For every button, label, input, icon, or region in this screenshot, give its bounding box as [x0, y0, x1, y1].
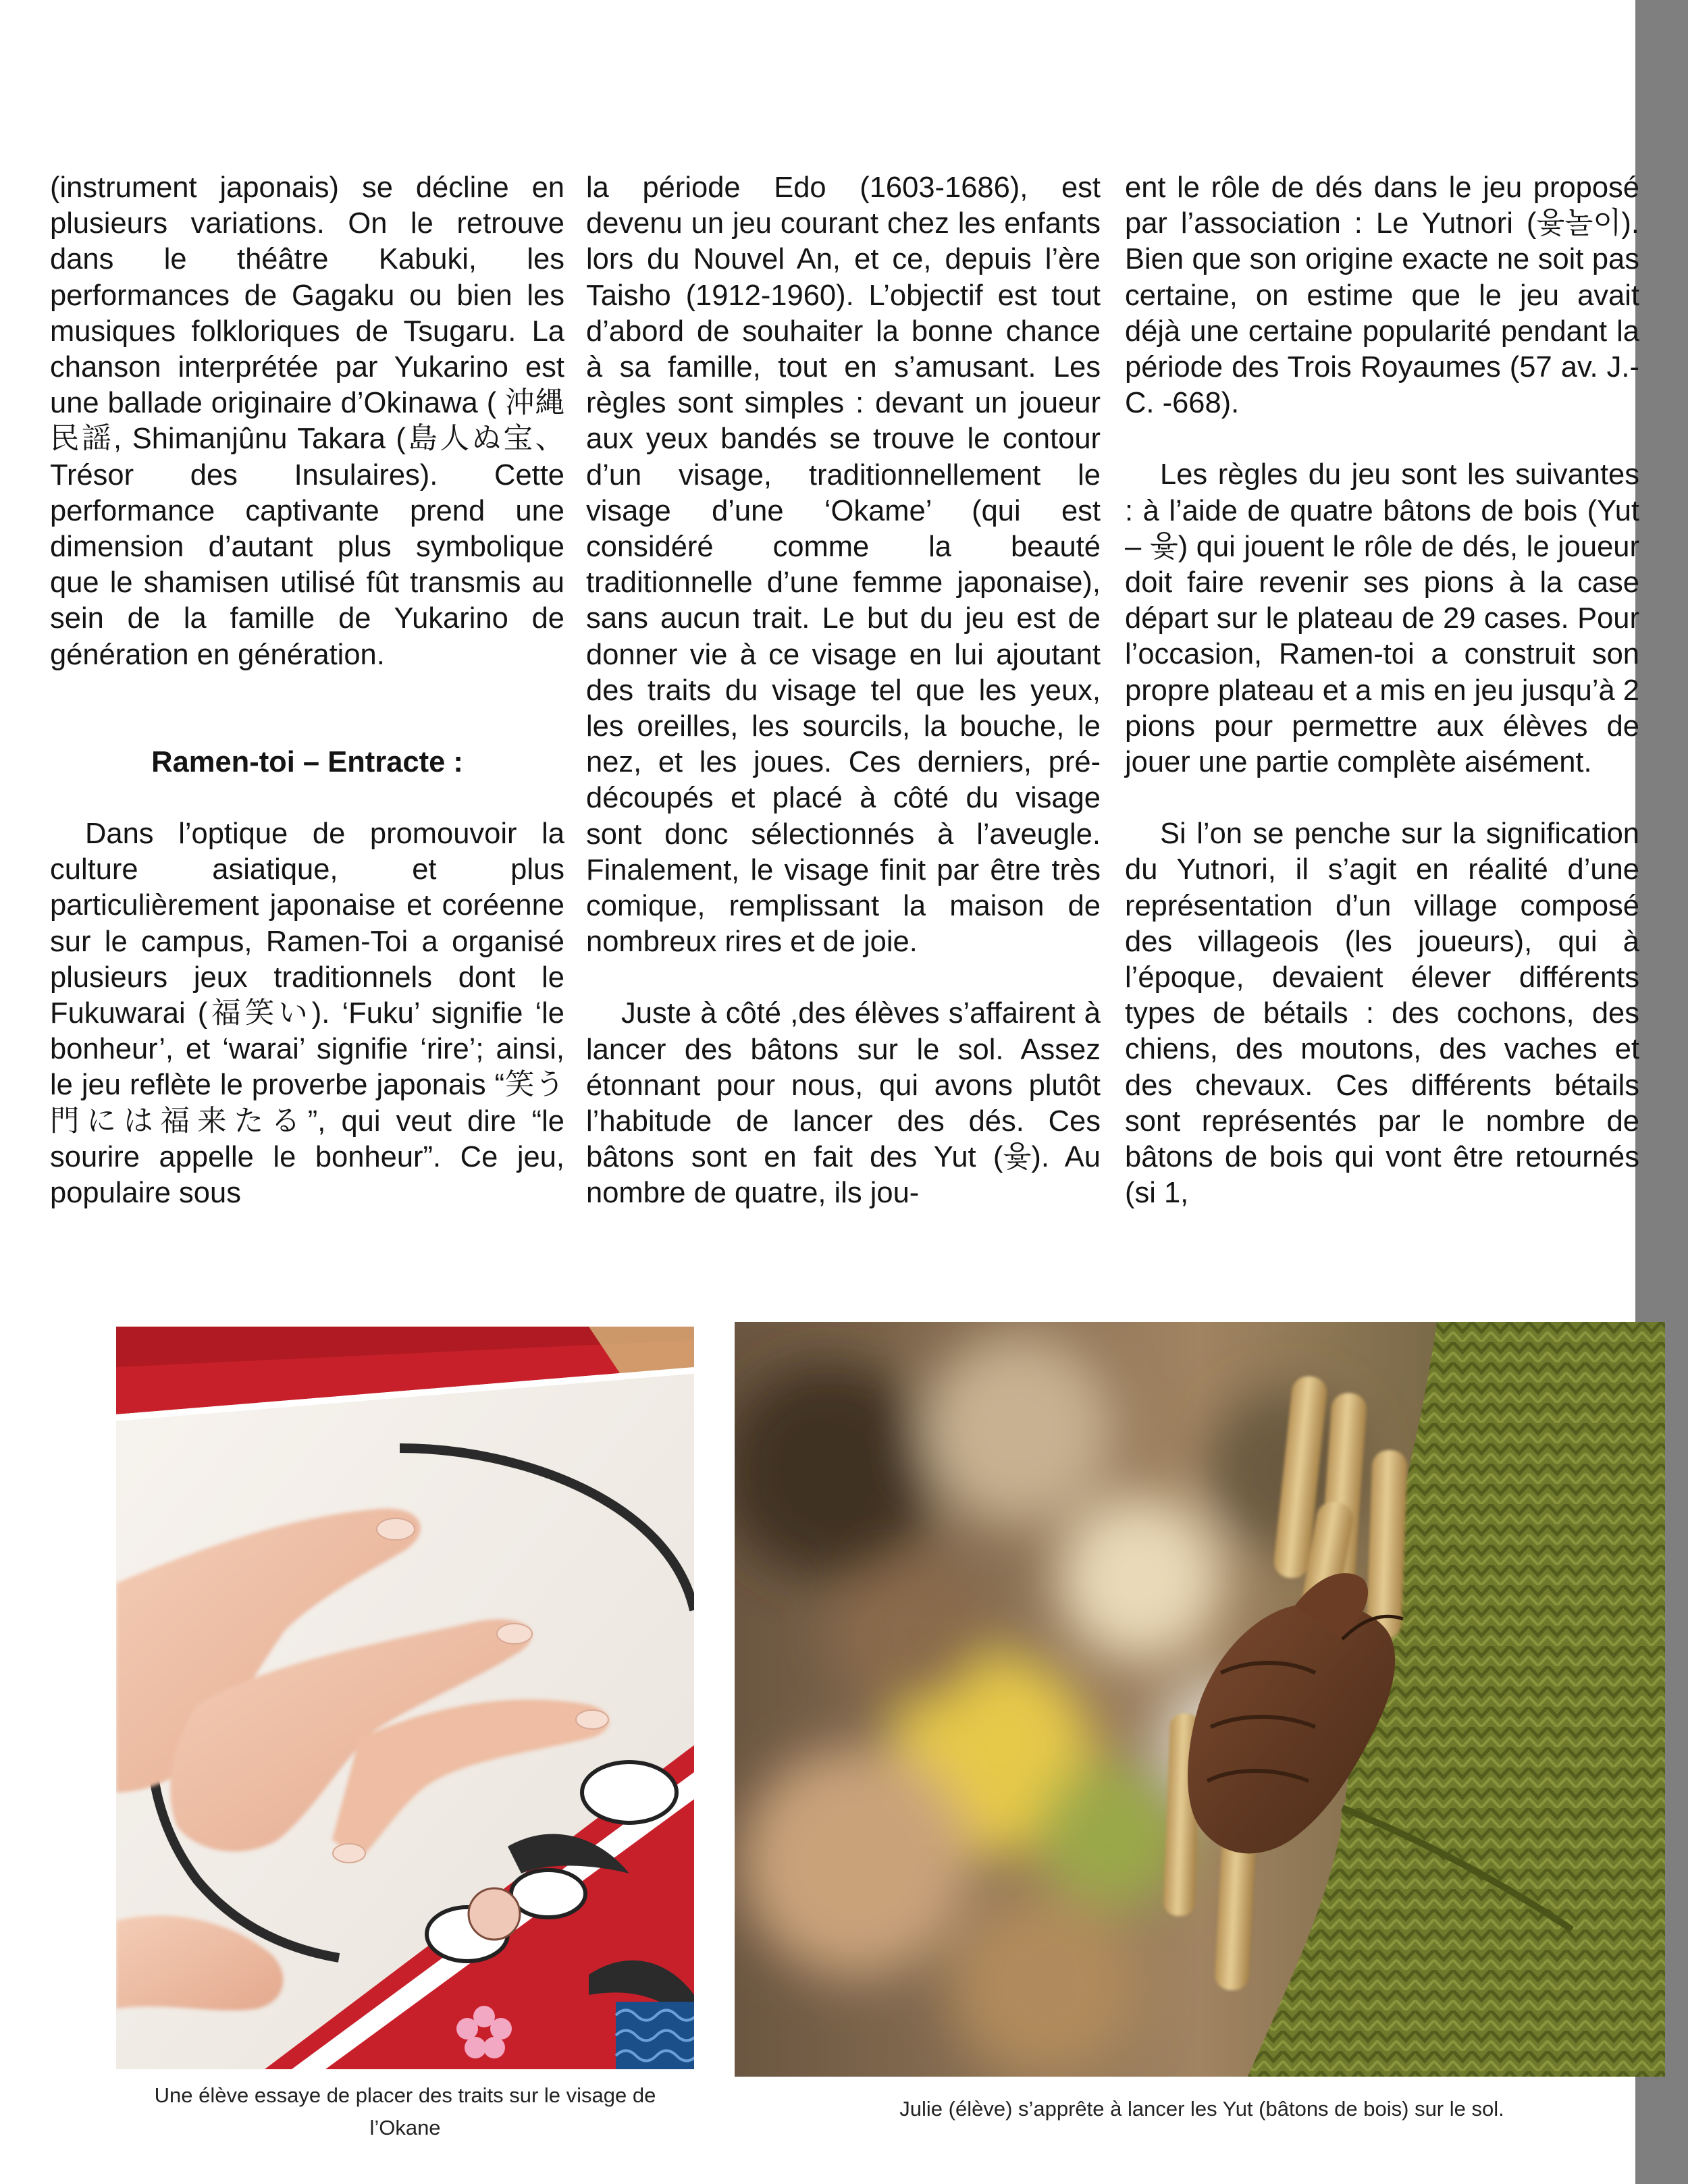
col2-paragraph-1: la période Edo (1603-1686), est devenu un jeu courant chez les enfants lors du Nouvel An, et ce, depuis l’ère Taisho (1912-1960). L’objectif est tout d’abord de souhaiter la bonne chance à sa famille, tout en s’amusant. Les règles sont simples : devant un joueur aux yeux bandés se trouve le contour d’un visage, traditionnellement le visage d’une ‘Okame’ (qui est considéré comme la beauté traditionnelle d’une femme japonaise), sans aucun trait. Le but du jeu est de donner vie à ce visage en lui ajoutant des traits du visage tel que les yeux, les oreilles, les sourcils, la bouche, le nez, et les joues. Ces derniers, pré-découpés et placé à côté du visage sont donc sélectionnés à l’aveugle. Finalement, le visage finit par être très comique, remplissant la maison de nombreux rires et de joie.: [586, 171, 1101, 959]
col3-paragraph-2: Les règles du jeu sont les suivantes : à l’aide de quatre bâtons de bois (Yut – 윷) qui jouent le rôle de dés, le joueur doit faire revenir ses pions à la case départ sur le plateau de 29 cases. Pour l’occasion, Ramen-toi a construit son propre plateau et a mis en jeu jusqu’à 2 pions pour permettre aux élèves de jouer une partie complète aisément.: [1125, 458, 1639, 779]
col3-paragraph-3: Si l’on se penche sur la signification du Yutnori, il s’agit en réalité d’une représentation d’un village composé des villageois (les joueurs), qui à l’époque, devaient élever différents types de bétails : des cochons, des chiens, des moutons, des vaches et des chevaux. Ces différents bétails sont représentés par le nombre de bâtons de bois qui vont être retournés (si 1,: [1125, 818, 1639, 1210]
yut-sticks-photo: [735, 1322, 1665, 2077]
article-column-3: [1125, 170, 1639, 1211]
article-column-1: [50, 170, 564, 1211]
photo-caption-1: Une élève essaye de placer des traits sur le visage de l’Okane: [154, 2083, 656, 2139]
section-heading: Ramen-toi – Entracte :: [151, 745, 463, 778]
col1-paragraph-1: (instrument japonais) se décline en plusieurs variations. On le retrouve dans le théâtre Kabuki, les performances de Gagaku ou bien les musiques folkloriques de Tsugaru. La chanson interprétée par Yukarino est une ballade originaire d’Okinawa ( 沖縄民謡, Shimanjûnu Takara (島人ぬ宝、Trésor des Insulaires). Cette performance captivante prend une dimension d’autant plus symbolique que le shamisen utilisé fût transmis au sein de la famille de Yukarino de génération en génération.: [50, 171, 564, 671]
article-column-2: [586, 170, 1101, 1212]
col1-paragraph-2: Dans l’optique de promouvoir la culture asiatique, et plus particulièrement japonaise et coréenne sur le campus, Ramen-Toi a organisé plusieurs jeux traditionnels dont le Fukuwarai (福笑い). ‘Fuku’ signifie ‘le bonheur’, et ‘warai’ signifie ‘rire’; ainsi, le jeu reflète le proverbe japonais “笑う門には福来たる”, qui veut dire “le sourire appelle le bonheur”. Ce jeu, populaire sous: [50, 818, 564, 1210]
fukuwarai-photo: [116, 1327, 694, 2069]
photo-caption-2: Julie (élève) s’apprête à lancer les Yut (bâtons de bois) sur le sol.: [899, 2097, 1504, 2121]
col3-paragraph-1: ent le rôle de dés dans le jeu proposé par l’association : Le Yutnori (윷놀이). Bien que son origine exacte ne soit pas certaine, on estime que le jeu avait déjà une certaine popularité pendant la période des Trois Royaumes (57 av. J.-C. -668).: [1125, 171, 1639, 420]
col2-paragraph-2: Juste à côté ,des élèves s’affairent à lancer des bâtons sur le sol. Assez étonnant pour nous, qui avons plutôt l’habitude de lancer des dés. Ces bâtons sont en fait des Yut (윷). Au nombre de quatre, ils jou-: [586, 997, 1101, 1210]
